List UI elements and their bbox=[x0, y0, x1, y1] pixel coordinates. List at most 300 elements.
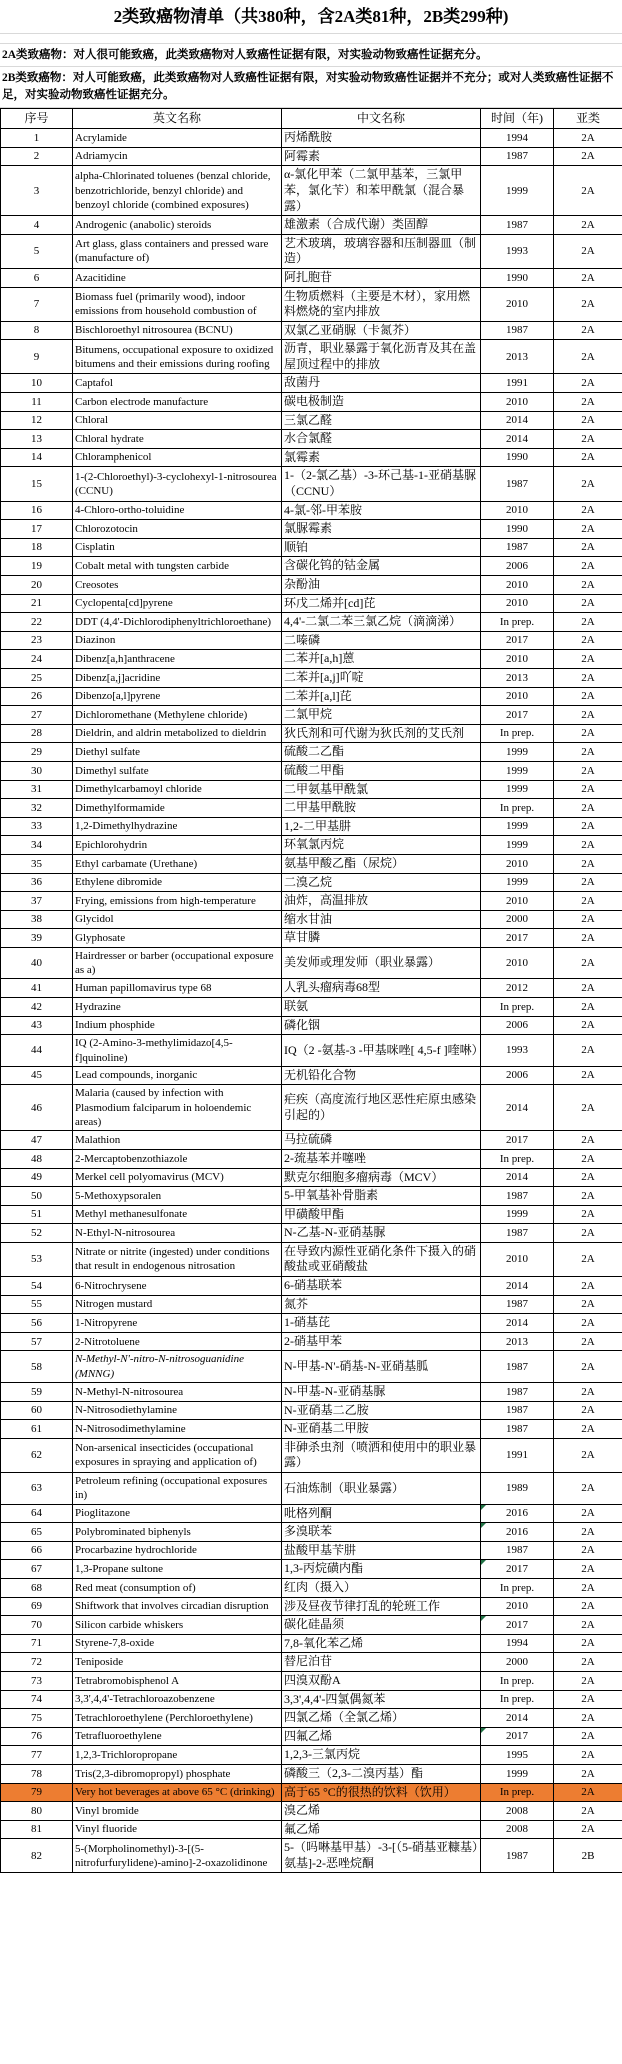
cell-subtype: 2A bbox=[554, 1187, 622, 1206]
cell-year: 2017 bbox=[481, 1131, 554, 1150]
cell-index: 54 bbox=[1, 1277, 73, 1296]
cell-year: 2017 bbox=[481, 1616, 554, 1635]
cell-english-name: Adriamycin bbox=[73, 147, 282, 166]
cell-english-name: 2-Nitrotoluene bbox=[73, 1332, 282, 1351]
cell-chinese-name: 二嗪磷 bbox=[282, 631, 481, 650]
table-row bbox=[1, 687, 622, 706]
cell-chinese-name: 二溴乙烷 bbox=[282, 873, 481, 892]
note-class-2b: 2B类致癌物：对人可能致癌，此类致癌物对人致癌性证据有限，对实验动物致癌性证据并不充分；或对人类致癌性证据不足，对实验动物致癌性证据充分。 bbox=[0, 67, 622, 107]
table-row bbox=[1, 1242, 622, 1276]
cell-chinese-name: 吡格列酮 bbox=[282, 1504, 481, 1523]
cell-english-name: Indium phosphide bbox=[73, 1016, 282, 1035]
cell-chinese-name: N-甲基-N'-硝基-N-亚硝基胍 bbox=[282, 1351, 481, 1383]
cell-english-name: Polybrominated biphenyls bbox=[73, 1523, 282, 1542]
cell-year: 2017 bbox=[481, 929, 554, 948]
cell-chinese-name: 双氯乙亚硝脲（卡氮芥） bbox=[282, 321, 481, 340]
cell-chinese-name: 疟疾（高度流行地区恶性疟原虫感染引起的） bbox=[282, 1085, 481, 1131]
cell-subtype: 2A bbox=[554, 1295, 622, 1314]
table-row bbox=[1, 650, 622, 669]
table-row bbox=[1, 780, 622, 799]
cell-subtype: 2A bbox=[554, 631, 622, 650]
cell-index: 40 bbox=[1, 947, 73, 979]
cell-year: 2010 bbox=[481, 594, 554, 613]
cell-year: In prep. bbox=[481, 724, 554, 743]
cell-subtype: 2A bbox=[554, 1035, 622, 1067]
cell-year: 1999 bbox=[481, 873, 554, 892]
cell-index: 58 bbox=[1, 1351, 73, 1383]
cell-year: 2017 bbox=[481, 706, 554, 725]
cell-year: 1994 bbox=[481, 129, 554, 148]
cell-index: 59 bbox=[1, 1383, 73, 1402]
cell-english-name: Dibenz[a,h]anthracene bbox=[73, 650, 282, 669]
cell-english-name: Glyphosate bbox=[73, 929, 282, 948]
cell-english-name: Dieldrin, and aldrin metabolized to dieldrin bbox=[73, 724, 282, 743]
cell-subtype: 2A bbox=[554, 129, 622, 148]
cell-subtype: 2A bbox=[554, 1783, 622, 1802]
cell-subtype: 2A bbox=[554, 321, 622, 340]
cell-english-name: Human papillomavirus type 68 bbox=[73, 979, 282, 998]
cell-subtype: 2A bbox=[554, 374, 622, 393]
cell-english-name: 1,2,3-Trichloropropane bbox=[73, 1746, 282, 1765]
cell-index: 77 bbox=[1, 1746, 73, 1765]
cell-index: 17 bbox=[1, 520, 73, 539]
cell-chinese-name: 二氯甲烷 bbox=[282, 706, 481, 725]
column-header-english: 英文名称 bbox=[73, 108, 282, 129]
carcinogen-table bbox=[0, 108, 622, 1874]
cell-chinese-name: 含碳化钨的钴金属 bbox=[282, 557, 481, 576]
cell-year: In prep. bbox=[481, 1783, 554, 1802]
cell-subtype: 2A bbox=[554, 557, 622, 576]
cell-chinese-name: N-乙基-N-亚硝基脲 bbox=[282, 1224, 481, 1243]
cell-chinese-name: 硫酸二甲酯 bbox=[282, 761, 481, 780]
cell-chinese-name: 替尼泊苷 bbox=[282, 1653, 481, 1672]
table-row bbox=[1, 1066, 622, 1085]
cell-index: 3 bbox=[1, 166, 73, 216]
cell-index: 16 bbox=[1, 501, 73, 520]
cell-year: 2006 bbox=[481, 1016, 554, 1035]
cell-chinese-name: 缩水甘油 bbox=[282, 910, 481, 929]
cell-year: 2013 bbox=[481, 340, 554, 374]
cell-index: 66 bbox=[1, 1541, 73, 1560]
cell-index: 49 bbox=[1, 1168, 73, 1187]
cell-index: 45 bbox=[1, 1066, 73, 1085]
cell-year: 1999 bbox=[481, 166, 554, 216]
table-row bbox=[1, 501, 622, 520]
cell-index: 25 bbox=[1, 668, 73, 687]
cell-chinese-name: 氯霉素 bbox=[282, 448, 481, 467]
cell-chinese-name: 草甘膦 bbox=[282, 929, 481, 948]
cell-english-name: Biomass fuel (primarily wood), indoor emissions from household combustion of bbox=[73, 287, 282, 321]
cell-chinese-name: 氨基甲酸乙酯（尿烷） bbox=[282, 854, 481, 873]
cell-chinese-name: 杂酚油 bbox=[282, 576, 481, 595]
cell-subtype: 2A bbox=[554, 1727, 622, 1746]
cell-chinese-name: 5-甲氧基补骨脂素 bbox=[282, 1187, 481, 1206]
cell-english-name: Tetrafluoroethylene bbox=[73, 1727, 282, 1746]
cell-year: 2010 bbox=[481, 854, 554, 873]
cell-index: 32 bbox=[1, 799, 73, 818]
cell-subtype: 2A bbox=[554, 1351, 622, 1383]
table-row bbox=[1, 1085, 622, 1131]
cell-subtype: 2A bbox=[554, 1578, 622, 1597]
cell-year: 1990 bbox=[481, 448, 554, 467]
cell-chinese-name: 碳电极制造 bbox=[282, 393, 481, 412]
cell-year: 2014 bbox=[481, 1314, 554, 1333]
table-row bbox=[1, 234, 622, 268]
cell-year: 1999 bbox=[481, 761, 554, 780]
cell-year: In prep. bbox=[481, 1690, 554, 1709]
table-row bbox=[1, 817, 622, 836]
cell-english-name: 5-Methoxypsoralen bbox=[73, 1187, 282, 1206]
cell-chinese-name: 非砷杀虫剂（喷洒和使用中的职业暴露） bbox=[282, 1438, 481, 1472]
cell-chinese-name: 三氯乙醛 bbox=[282, 411, 481, 430]
table-row bbox=[1, 1035, 622, 1067]
cell-index: 67 bbox=[1, 1560, 73, 1579]
cell-subtype: 2A bbox=[554, 1504, 622, 1523]
cell-subtype: 2B bbox=[554, 1839, 622, 1873]
cell-year: 1987 bbox=[481, 147, 554, 166]
cell-index: 11 bbox=[1, 393, 73, 412]
cell-index: 36 bbox=[1, 873, 73, 892]
cell-subtype: 2A bbox=[554, 234, 622, 268]
cell-subtype: 2A bbox=[554, 501, 622, 520]
cell-index: 26 bbox=[1, 687, 73, 706]
cell-index: 72 bbox=[1, 1653, 73, 1672]
table-row bbox=[1, 799, 622, 818]
cell-subtype: 2A bbox=[554, 340, 622, 374]
cell-year: 1987 bbox=[481, 321, 554, 340]
cell-english-name: Frying, emissions from high-temperature bbox=[73, 892, 282, 911]
cell-year: In prep. bbox=[481, 1149, 554, 1168]
cell-chinese-name: 二苯并[a,h]蒽 bbox=[282, 650, 481, 669]
cell-subtype: 2A bbox=[554, 1131, 622, 1150]
cell-english-name: alpha-Chlorinated toluenes (benzal chloride, benzotrichloride, benzyl chloride) and benzoyl chloride (combined exposures) bbox=[73, 166, 282, 216]
cell-english-name: Cobalt metal with tungsten carbide bbox=[73, 557, 282, 576]
cell-subtype: 2A bbox=[554, 1149, 622, 1168]
cell-english-name: Tris(2,3-dibromopropyl) phosphate bbox=[73, 1764, 282, 1783]
cell-index: 79 bbox=[1, 1783, 73, 1802]
table-row bbox=[1, 836, 622, 855]
cell-index: 21 bbox=[1, 594, 73, 613]
cell-chinese-name: 2-巯基苯并噻唑 bbox=[282, 1149, 481, 1168]
cell-year: 1991 bbox=[481, 1438, 554, 1472]
cell-index: 68 bbox=[1, 1578, 73, 1597]
table-row bbox=[1, 631, 622, 650]
cell-year: 1987 bbox=[481, 1295, 554, 1314]
table-row bbox=[1, 1578, 622, 1597]
cell-english-name: Art glass, glass containers and pressed ware (manufacture of) bbox=[73, 234, 282, 268]
cell-chinese-name: 雄激素（合成代谢）类固醇 bbox=[282, 216, 481, 235]
table-row bbox=[1, 854, 622, 873]
cell-index: 55 bbox=[1, 1295, 73, 1314]
cell-subtype: 2A bbox=[554, 1242, 622, 1276]
cell-index: 39 bbox=[1, 929, 73, 948]
cell-index: 62 bbox=[1, 1438, 73, 1472]
cell-chinese-name: 阿扎胞苷 bbox=[282, 268, 481, 287]
cell-chinese-name: 氟乙烯 bbox=[282, 1820, 481, 1839]
cell-chinese-name: N-亚硝基二乙胺 bbox=[282, 1401, 481, 1420]
cell-chinese-name: 二甲基甲酰胺 bbox=[282, 799, 481, 818]
table-row bbox=[1, 1016, 622, 1035]
table-row bbox=[1, 1504, 622, 1523]
cell-index: 81 bbox=[1, 1820, 73, 1839]
cell-subtype: 2A bbox=[554, 1523, 622, 1542]
cell-subtype: 2A bbox=[554, 1332, 622, 1351]
table-row bbox=[1, 467, 622, 501]
cell-english-name: 4-Chloro-ortho-toluidine bbox=[73, 501, 282, 520]
cell-subtype: 2A bbox=[554, 1541, 622, 1560]
cell-english-name: Very hot beverages at above 65 °C (drinking) bbox=[73, 1783, 282, 1802]
cell-chinese-name: 4-氯-邻-甲苯胺 bbox=[282, 501, 481, 520]
cell-chinese-name: 高于65 °C的很热的饮料（饮用） bbox=[282, 1783, 481, 1802]
cell-subtype: 2A bbox=[554, 743, 622, 762]
cell-year: 1987 bbox=[481, 1420, 554, 1439]
cell-year: 1993 bbox=[481, 234, 554, 268]
cell-english-name: Chlorozotocin bbox=[73, 520, 282, 539]
cell-subtype: 2A bbox=[554, 268, 622, 287]
cell-chinese-name: 6-硝基联苯 bbox=[282, 1277, 481, 1296]
cell-chinese-name: 红肉（摄入） bbox=[282, 1578, 481, 1597]
table-row bbox=[1, 910, 622, 929]
table-row bbox=[1, 340, 622, 374]
cell-subtype: 2A bbox=[554, 1764, 622, 1783]
table-row bbox=[1, 448, 622, 467]
cell-chinese-name: 环氧氯丙烷 bbox=[282, 836, 481, 855]
cell-english-name: Silicon carbide whiskers bbox=[73, 1616, 282, 1635]
cell-english-name: 1,2-Dimethylhydrazine bbox=[73, 817, 282, 836]
cell-year: 2010 bbox=[481, 947, 554, 979]
cell-year: 2000 bbox=[481, 910, 554, 929]
cell-english-name: Dibenzo[a,l]pyrene bbox=[73, 687, 282, 706]
cell-chinese-name: 顺铂 bbox=[282, 538, 481, 557]
cell-year: 2010 bbox=[481, 1242, 554, 1276]
cell-year: 2017 bbox=[481, 1727, 554, 1746]
cell-subtype: 2A bbox=[554, 287, 622, 321]
cell-index: 27 bbox=[1, 706, 73, 725]
cell-english-name: Dichloromethane (Methylene chloride) bbox=[73, 706, 282, 725]
cell-year: 2010 bbox=[481, 1597, 554, 1616]
cell-english-name: Cyclopenta[cd]pyrene bbox=[73, 594, 282, 613]
cell-chinese-name: 丙烯酰胺 bbox=[282, 129, 481, 148]
table-row bbox=[1, 1746, 622, 1765]
cell-subtype: 2A bbox=[554, 687, 622, 706]
cell-index: 34 bbox=[1, 836, 73, 855]
cell-subtype: 2A bbox=[554, 576, 622, 595]
cell-year: 2006 bbox=[481, 1066, 554, 1085]
cell-chinese-name: 7,8-氧化苯乙烯 bbox=[282, 1634, 481, 1653]
cell-subtype: 2A bbox=[554, 1383, 622, 1402]
cell-chinese-name: 1,3-丙烷磺内酯 bbox=[282, 1560, 481, 1579]
cell-year: 1987 bbox=[481, 1839, 554, 1873]
cell-chinese-name: 油炸，高温排放 bbox=[282, 892, 481, 911]
table-row bbox=[1, 520, 622, 539]
cell-subtype: 2A bbox=[554, 594, 622, 613]
cell-index: 75 bbox=[1, 1709, 73, 1728]
cell-english-name: Epichlorohydrin bbox=[73, 836, 282, 855]
cell-year: 1991 bbox=[481, 374, 554, 393]
cell-chinese-name: 二苯并[a,l]芘 bbox=[282, 687, 481, 706]
cell-chinese-name: 人乳头瘤病毒68型 bbox=[282, 979, 481, 998]
table-row bbox=[1, 761, 622, 780]
cell-english-name: Creosotes bbox=[73, 576, 282, 595]
cell-subtype: 2A bbox=[554, 780, 622, 799]
cell-subtype: 2A bbox=[554, 467, 622, 501]
table-row bbox=[1, 1653, 622, 1672]
cell-chinese-name: 四氯乙烯（全氯乙烯） bbox=[282, 1709, 481, 1728]
table-row bbox=[1, 1634, 622, 1653]
cell-chinese-name: N-甲基-N-亚硝基脲 bbox=[282, 1383, 481, 1402]
cell-year: 2016 bbox=[481, 1523, 554, 1542]
cell-english-name: Acrylamide bbox=[73, 129, 282, 148]
cell-english-name: 1-(2-Chloroethyl)-3-cyclohexyl-1-nitrosourea (CCNU) bbox=[73, 467, 282, 501]
column-header-year: 时间（年) bbox=[481, 108, 554, 129]
cell-english-name: Merkel cell polyomavirus (MCV) bbox=[73, 1168, 282, 1187]
column-header-chinese: 中文名称 bbox=[282, 108, 481, 129]
cell-subtype: 2A bbox=[554, 1671, 622, 1690]
cell-subtype: 2A bbox=[554, 799, 622, 818]
table-row bbox=[1, 1820, 622, 1839]
cell-year: 1987 bbox=[481, 1541, 554, 1560]
cell-index: 9 bbox=[1, 340, 73, 374]
cell-subtype: 2A bbox=[554, 761, 622, 780]
cell-english-name: Dimethyl sulfate bbox=[73, 761, 282, 780]
table-row bbox=[1, 1149, 622, 1168]
table-row bbox=[1, 287, 622, 321]
cell-year: 1987 bbox=[481, 538, 554, 557]
cell-index: 14 bbox=[1, 448, 73, 467]
cell-index: 5 bbox=[1, 234, 73, 268]
cell-english-name: N-Nitrosodiethylamine bbox=[73, 1401, 282, 1420]
cell-chinese-name: 氮芥 bbox=[282, 1295, 481, 1314]
cell-english-name: 5-(Morpholinomethyl)-3-[(5-nitrofurfurylidene)-amino]-2-oxazolidinone bbox=[73, 1839, 282, 1873]
cell-chinese-name: 四氟乙烯 bbox=[282, 1727, 481, 1746]
cell-chinese-name: 石油炼制（职业暴露） bbox=[282, 1473, 481, 1505]
cell-chinese-name: 涉及昼夜节律打乱的轮班工作 bbox=[282, 1597, 481, 1616]
cell-subtype: 2A bbox=[554, 836, 622, 855]
table-row bbox=[1, 1187, 622, 1206]
cell-chinese-name: 氯脲霉素 bbox=[282, 520, 481, 539]
cell-index: 43 bbox=[1, 1016, 73, 1035]
cell-chinese-name: 5-（吗啉基甲基）-3-[（5-硝基亚糠基）氨基]-2-恶唑烷酮 bbox=[282, 1839, 481, 1873]
cell-index: 53 bbox=[1, 1242, 73, 1276]
cell-year: 2008 bbox=[481, 1820, 554, 1839]
cell-index: 23 bbox=[1, 631, 73, 650]
cell-subtype: 2A bbox=[554, 979, 622, 998]
cell-chinese-name: 生物质燃料（主要是木材），家用燃料燃烧的室内排放 bbox=[282, 287, 481, 321]
cell-index: 10 bbox=[1, 374, 73, 393]
cell-index: 65 bbox=[1, 1523, 73, 1542]
cell-english-name: Methyl methanesulfonate bbox=[73, 1205, 282, 1224]
table-row bbox=[1, 268, 622, 287]
cell-english-name: N-Methyl-N'-nitro-N-nitrosoguanidine (MNNG) bbox=[73, 1351, 282, 1383]
cell-chinese-name: 马拉硫磷 bbox=[282, 1131, 481, 1150]
cell-subtype: 2A bbox=[554, 854, 622, 873]
cell-english-name: Chloramphenicol bbox=[73, 448, 282, 467]
cell-chinese-name: 1,2-二甲基肼 bbox=[282, 817, 481, 836]
table-row bbox=[1, 1523, 622, 1542]
cell-year: In prep. bbox=[481, 1578, 554, 1597]
cell-chinese-name: 二苯并[a,j]吖啶 bbox=[282, 668, 481, 687]
cell-year: 2016 bbox=[481, 1504, 554, 1523]
cell-english-name: N-Methyl-N-nitrosourea bbox=[73, 1383, 282, 1402]
table-row bbox=[1, 557, 622, 576]
cell-year: 2014 bbox=[481, 1085, 554, 1131]
cell-year: 1999 bbox=[481, 817, 554, 836]
cell-subtype: 2A bbox=[554, 1438, 622, 1472]
table-row bbox=[1, 216, 622, 235]
cell-index: 57 bbox=[1, 1332, 73, 1351]
cell-subtype: 2A bbox=[554, 1616, 622, 1635]
cell-index: 30 bbox=[1, 761, 73, 780]
cell-index: 19 bbox=[1, 557, 73, 576]
cell-english-name: Hydrazine bbox=[73, 998, 282, 1017]
cell-english-name: Vinyl fluoride bbox=[73, 1820, 282, 1839]
table-row bbox=[1, 873, 622, 892]
table-row bbox=[1, 594, 622, 613]
note-class-2a: 2A类致癌物：对人很可能致癌，此类致癌物对人致癌性证据有限，对实验动物致癌性证据充分。 bbox=[0, 44, 622, 68]
cell-index: 48 bbox=[1, 1149, 73, 1168]
cell-subtype: 2A bbox=[554, 910, 622, 929]
cell-year: 2010 bbox=[481, 687, 554, 706]
cell-year: 2013 bbox=[481, 668, 554, 687]
cell-year: 2017 bbox=[481, 1560, 554, 1579]
cell-english-name: Ethyl carbamate (Urethane) bbox=[73, 854, 282, 873]
table-row bbox=[1, 1541, 622, 1560]
cell-year: 2010 bbox=[481, 393, 554, 412]
cell-english-name: Pioglitazone bbox=[73, 1504, 282, 1523]
cell-english-name: Chloral bbox=[73, 411, 282, 430]
cell-index: 44 bbox=[1, 1035, 73, 1067]
cell-chinese-name: α-氯化甲苯（二氯甲基苯，三氯甲苯，氯化苄）和苯甲酰氯（混合暴露） bbox=[282, 166, 481, 216]
cell-english-name: Captafol bbox=[73, 374, 282, 393]
table-row bbox=[1, 321, 622, 340]
cell-subtype: 2A bbox=[554, 1277, 622, 1296]
cell-subtype: 2A bbox=[554, 1224, 622, 1243]
cell-english-name: Glycidol bbox=[73, 910, 282, 929]
table-row bbox=[1, 1597, 622, 1616]
cell-chinese-name: 在导致内源性亚硝化条件下摄入的硝酸盐或亚硝酸盐 bbox=[282, 1242, 481, 1276]
column-header-subtype: 亚类 bbox=[554, 108, 622, 129]
cell-year: 1999 bbox=[481, 743, 554, 762]
table-row bbox=[1, 1690, 622, 1709]
cell-chinese-name: 敌菌丹 bbox=[282, 374, 481, 393]
cell-index: 2 bbox=[1, 147, 73, 166]
cell-english-name: Tetrachloroethylene (Perchloroethylene) bbox=[73, 1709, 282, 1728]
table-row bbox=[1, 1131, 622, 1150]
table-row bbox=[1, 1473, 622, 1505]
cell-index: 64 bbox=[1, 1504, 73, 1523]
table-row bbox=[1, 166, 622, 216]
cell-english-name: Procarbazine hydrochloride bbox=[73, 1541, 282, 1560]
cell-year: 1999 bbox=[481, 836, 554, 855]
cell-english-name: Shiftwork that involves circadian disruption bbox=[73, 1597, 282, 1616]
cell-year: 2014 bbox=[481, 411, 554, 430]
cell-english-name: Bitumens, occupational exposure to oxidized bitumens and their emissions during roofing bbox=[73, 340, 282, 374]
cell-chinese-name: 磷化铟 bbox=[282, 1016, 481, 1035]
cell-year: 1987 bbox=[481, 1351, 554, 1383]
cell-english-name: 3,3',4,4'-Tetrachloroazobenzene bbox=[73, 1690, 282, 1709]
cell-year: 2014 bbox=[481, 430, 554, 449]
cell-english-name: Tetrabromobisphenol A bbox=[73, 1671, 282, 1690]
cell-subtype: 2A bbox=[554, 538, 622, 557]
cell-year: 2014 bbox=[481, 1277, 554, 1296]
cell-index: 29 bbox=[1, 743, 73, 762]
cell-year: 1987 bbox=[481, 1383, 554, 1402]
table-header-row bbox=[1, 108, 622, 129]
cell-subtype: 2A bbox=[554, 998, 622, 1017]
cell-index: 60 bbox=[1, 1401, 73, 1420]
cell-english-name: 2-Mercaptobenzothiazole bbox=[73, 1149, 282, 1168]
cell-index: 70 bbox=[1, 1616, 73, 1635]
